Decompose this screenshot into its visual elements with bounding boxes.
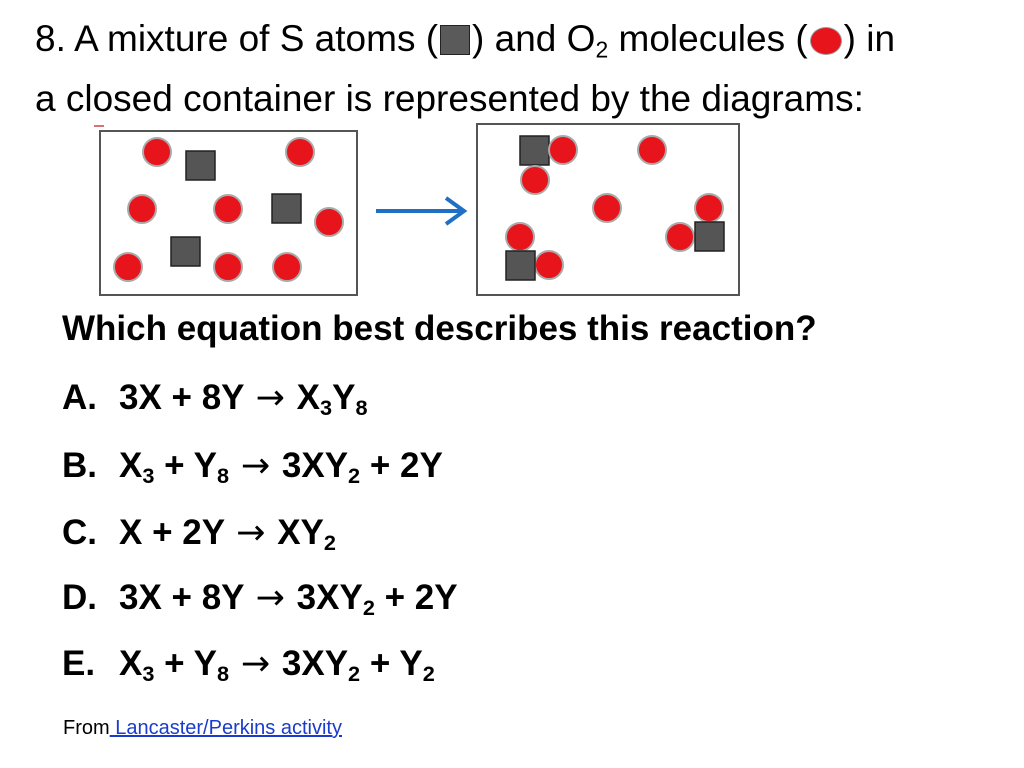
title-subscript: 2: [595, 36, 609, 63]
subscript: 3: [142, 661, 155, 687]
oxygen-atom: [273, 253, 301, 281]
sulfur-atom: [506, 251, 535, 280]
arrow-icon: →: [240, 446, 271, 486]
oxygen-atom: [315, 208, 343, 236]
title-text-1: 8. A mixture of S atoms (: [35, 18, 439, 59]
oxygen-atom: [286, 138, 314, 166]
choice-e: [62, 644, 435, 687]
choice-d-text: 3X + 8Y: [119, 578, 254, 617]
choice-b-letter: B.: [62, 446, 97, 485]
before-particles: [114, 138, 343, 281]
arrow-icon: →: [255, 378, 285, 418]
choice-b-text: X: [119, 446, 143, 485]
oxygen-atom: [214, 253, 242, 281]
oxygen-atom: [128, 195, 156, 223]
choice-a: [62, 378, 368, 421]
choice-e-text: X: [119, 644, 143, 683]
subscript: 2: [422, 661, 435, 687]
source-credit: [63, 717, 342, 740]
choice-b-text: + 2Y: [360, 446, 443, 485]
choice-e-text: + Y: [154, 644, 218, 683]
subscript: 2: [348, 463, 361, 489]
choice-b-text: + Y: [154, 446, 218, 485]
oxygen-atom: [521, 166, 549, 194]
subscript: 2: [348, 661, 361, 687]
subscript: 8: [217, 661, 230, 687]
after-particles: [506, 136, 724, 280]
arrow-icon: →: [255, 578, 285, 618]
choice-d-text: + 2Y: [374, 578, 458, 617]
arrow-icon: →: [240, 644, 271, 684]
oxygen-atom: [549, 136, 577, 164]
choice-c-letter: C.: [62, 513, 97, 552]
reaction-arrow-icon: [376, 198, 464, 224]
oxygen-atom: [214, 195, 242, 223]
oxygen-atom: [535, 251, 563, 279]
source-prefix: From: [63, 717, 110, 739]
oxygen-atom: [695, 194, 723, 222]
choice-b-text: 3XY: [272, 446, 349, 485]
sulfur-atom: [186, 151, 215, 180]
arrow-icon: →: [236, 513, 266, 553]
oxygen-atom: [506, 223, 534, 251]
choice-c: [62, 513, 336, 556]
subscript: 3: [320, 395, 333, 421]
choice-d: [62, 578, 458, 621]
sulfur-atom: [520, 136, 549, 165]
oxygen-atom: [638, 136, 666, 164]
subscript: 3: [142, 463, 155, 489]
sulfur-atom: [272, 194, 301, 223]
sulfur-atom: [695, 222, 724, 251]
choice-d-text: 3XY: [286, 578, 363, 617]
subscript: 8: [217, 463, 230, 489]
choice-c-text: XY: [267, 513, 324, 552]
choice-a-letter: A.: [62, 378, 97, 417]
oxygen-atom: [593, 194, 621, 222]
choice-e-text: + Y: [360, 644, 423, 683]
choice-e-text: 3XY: [272, 644, 349, 683]
subscript: 2: [323, 530, 336, 556]
choice-e-letter: E.: [62, 644, 96, 683]
title-text-2: ) and O: [472, 18, 596, 59]
sulfur-atom: [171, 237, 200, 266]
title-line-2: a closed container is represented by the diagrams:: [35, 78, 864, 119]
choice-b: [62, 446, 443, 489]
question-text: Which equation best describes this reaction?: [62, 309, 817, 348]
oxygen-atom: [666, 223, 694, 251]
title-text-4: ) in: [843, 18, 896, 59]
oxygen-atom: [114, 253, 142, 281]
title-text-3: molecules (: [608, 18, 808, 59]
choice-a-text: Y: [332, 378, 356, 417]
choice-d-letter: D.: [62, 578, 97, 617]
subscript: 8: [355, 395, 368, 421]
oxygen-atom: [143, 138, 171, 166]
choice-a-text: X: [286, 378, 321, 417]
source-link[interactable]: Lancaster/Perkins activity: [109, 717, 342, 739]
choice-c-text: X + 2Y: [119, 513, 235, 552]
subscript: 2: [362, 595, 375, 621]
choice-a-text: 3X + 8Y: [119, 378, 254, 417]
